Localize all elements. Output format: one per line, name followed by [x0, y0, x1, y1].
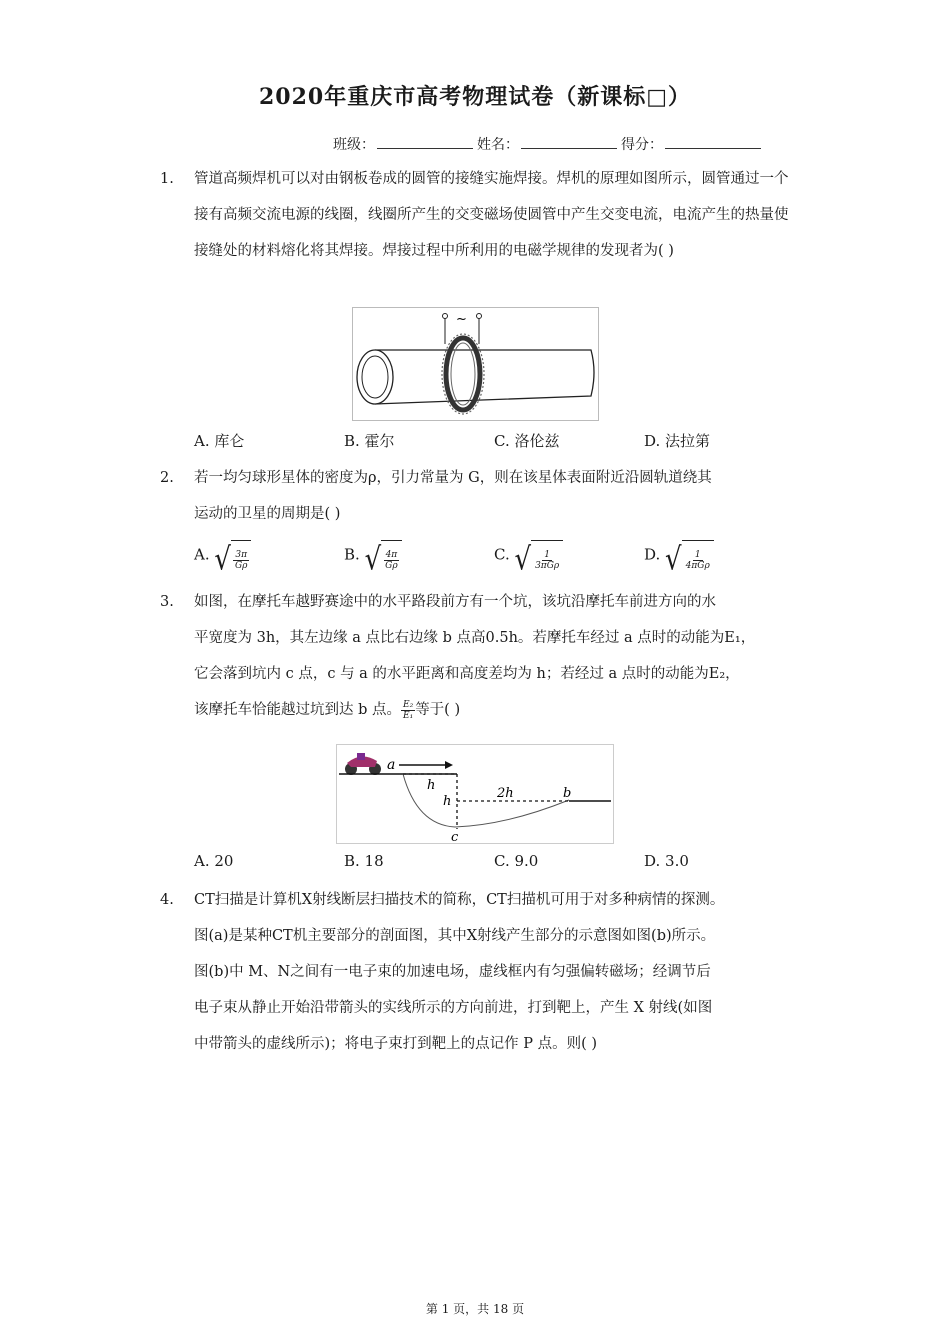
question-text-line: 电子束从静止开始沿带箭头的实线所示的方向前进，打到靶上，产生 X 射线(如图 — [194, 1000, 713, 1016]
question-2 — [160, 460, 796, 532]
fraction-denominator: 4πGρ — [685, 561, 710, 571]
question-number: 4. — [160, 892, 174, 908]
page-footer: 第 1 页，共 18 页 — [425, 1302, 525, 1316]
fraction-denominator: Gρ — [385, 561, 398, 571]
sqrt-expression: √ $\frac{4\pi}{G\rho}$ — [365, 540, 402, 571]
question-text-line: 图(a)是某种CT机主要部分的剖面图，其中X射线产生部分的示意图如图(b)所示。 — [194, 928, 716, 944]
page-title: 2020年重庆市高考物理试卷（新课标□） — [258, 84, 692, 110]
name-label: 姓名： — [477, 137, 519, 153]
fraction-numerator: 1 — [694, 550, 701, 560]
point-a-label: a — [387, 757, 396, 773]
pipe-coil-diagram — [353, 308, 598, 420]
option-b[interactable] — [344, 540, 494, 578]
fraction-denominator: E₁ — [403, 710, 414, 721]
question-number: 2. — [160, 470, 174, 486]
option-d[interactable]: D. 3.0 — [644, 852, 689, 870]
option-letter: D. — [644, 545, 661, 564]
option-letter: B. — [344, 545, 360, 564]
sqrt-expression: √ $\frac{3\pi}{G\rho}$ — [214, 540, 251, 571]
name-blank[interactable] — [521, 134, 617, 149]
motorbike-pit-diagram — [337, 745, 613, 843]
option-d[interactable] — [644, 540, 794, 578]
text-segment: 等于( ) — [415, 702, 461, 718]
question-4 — [160, 882, 796, 1062]
question-text-line: 它会落到坑内 c 点，c 与 a 的水平距离和高度差均为 h；若经过 a 点时的动能为E₂， — [194, 666, 740, 682]
sqrt-expression: √ $\frac{1}{\text{3πGρ}}$ — [515, 540, 564, 571]
sqrt-expression: √ $\frac{1}{\text{4πGρ}}$ — [665, 540, 714, 571]
question-text-line: 如图，在摩托车越野赛途中的水平路段前方有一个坑，该坑沿摩托车前进方向的水 — [194, 594, 716, 610]
fraction-numerator: 3π — [235, 550, 248, 560]
energy-ratio — [401, 700, 415, 721]
two-h-label: 2h — [497, 786, 514, 801]
score-blank[interactable] — [665, 134, 761, 149]
class-blank[interactable] — [377, 134, 473, 149]
q3-options — [194, 852, 794, 870]
option-c[interactable]: C. 9.0 — [494, 852, 539, 870]
q1-options — [194, 430, 794, 451]
score-label: 得分： — [621, 137, 663, 153]
option-c[interactable] — [494, 540, 644, 578]
question-text-line: 图(b)中 M、N之间有一电子束的加速电场，虚线框内有匀强偏转磁场；经调节后 — [194, 964, 711, 980]
motorbike-icon — [345, 753, 381, 775]
option-letter: A. — [194, 545, 210, 564]
question-text-line: 若一均匀球形星体的密度为ρ，引力常量为 G，则在该星体表面附近沿圆轨道绕其 — [194, 470, 712, 486]
option-a[interactable]: A. 20 — [194, 852, 234, 870]
ac-symbol: ~ — [456, 312, 467, 327]
welder-figure — [352, 307, 599, 421]
option-a[interactable] — [194, 540, 344, 578]
question-text-line: 中带箭头的虚线所示)；将电子束打到靶上的点记作 P 点。则( ) — [194, 1036, 598, 1052]
option-d[interactable]: D. 法拉第 — [644, 432, 711, 450]
question-text: 管道高频焊机可以对由钢板卷成的圆管的接缝实施焊接。焊机的原理如图所示，圆管通过一个接有高频交流电源的线圈，线圈所产生的交变磁场使圆管中产生交变电流，电流产生的热量使接缝处的材料熔化将其焊接。焊接过程中所利用的电磁学规律的发现者为( ) — [194, 171, 789, 259]
option-letter: C. — [494, 545, 510, 564]
q2-options — [194, 540, 794, 578]
h-horizontal-label: h — [427, 778, 436, 793]
question-number: 3. — [160, 594, 174, 610]
question-number: 1. — [160, 171, 174, 187]
question-1 — [160, 161, 796, 269]
point-b-label: b — [563, 786, 572, 801]
fraction-denominator: 3πGρ — [535, 561, 560, 571]
option-b[interactable]: B. 18 — [344, 852, 384, 870]
question-text-line: CT扫描是计算机X射线断层扫描技术的简称，CT扫描机可用于对多种病情的探测。 — [194, 892, 725, 908]
option-c[interactable]: C. 洛伦兹 — [494, 432, 560, 450]
h-vertical-label: h — [443, 794, 452, 809]
student-info-row — [333, 134, 765, 154]
question-text-line: 运动的卫星的周期是( ) — [194, 506, 341, 522]
question-text-line: 平宽度为 3h，其左边缘 a 点比右边缘 b 点高0.5h。若摩托车经过 a 点时的动能为E₁， — [194, 630, 756, 646]
text-segment: 该摩托车恰能越过坑到达 b 点。 — [194, 702, 401, 718]
fraction-denominator: Gρ — [234, 561, 248, 571]
fraction-numerator: 4π — [385, 550, 398, 560]
pit-figure — [336, 744, 614, 844]
question-3 — [160, 584, 796, 728]
fraction-numerator: E₂ — [403, 699, 414, 710]
option-b[interactable]: B. 霍尔 — [344, 432, 395, 450]
fraction-numerator: 1 — [544, 550, 550, 560]
option-a[interactable]: A. 库仑 — [194, 432, 245, 450]
question-text-line — [194, 692, 796, 728]
class-label: 班级： — [333, 137, 375, 153]
point-c-label: c — [451, 830, 459, 843]
